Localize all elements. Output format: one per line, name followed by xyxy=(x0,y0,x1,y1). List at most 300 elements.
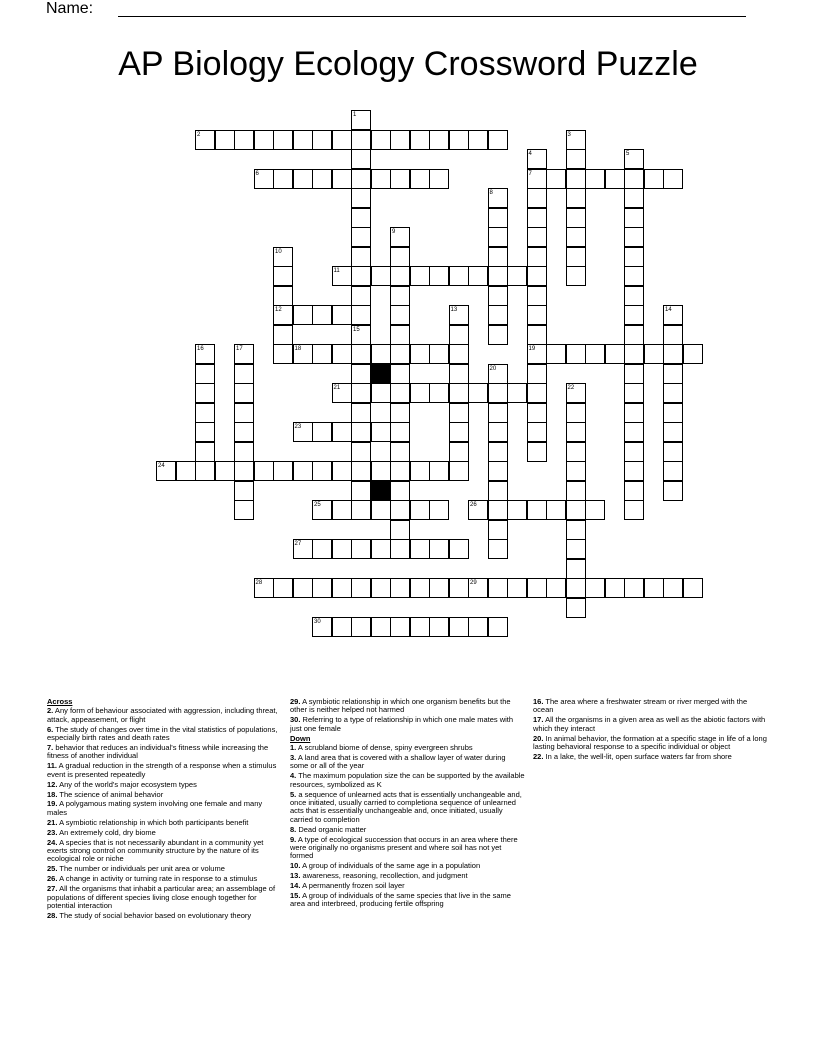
grid-cell[interactable] xyxy=(410,169,430,189)
grid-cell[interactable] xyxy=(488,422,508,442)
grid-cell[interactable] xyxy=(429,266,449,286)
grid-cell[interactable] xyxy=(488,383,508,403)
grid-cell[interactable] xyxy=(527,364,547,384)
grid-cell[interactable] xyxy=(390,305,410,325)
grid-cell[interactable] xyxy=(663,578,683,598)
clue-text: A symbiotic relationship in which both participants benefit xyxy=(57,817,249,827)
grid-cell[interactable] xyxy=(683,344,703,364)
grid-cell[interactable] xyxy=(273,344,293,364)
grid-cell[interactable] xyxy=(624,227,644,247)
grid-cell[interactable] xyxy=(234,500,254,520)
grid-cell[interactable] xyxy=(390,169,410,189)
grid-cell[interactable] xyxy=(312,617,332,637)
grid-cell[interactable] xyxy=(585,169,605,189)
clue-number-label: 13. xyxy=(290,871,301,881)
grid-cell[interactable] xyxy=(390,403,410,423)
grid-cell[interactable] xyxy=(410,500,430,520)
grid-cell[interactable] xyxy=(254,461,274,481)
grid-cell[interactable] xyxy=(624,208,644,228)
grid-cell[interactable] xyxy=(371,130,391,150)
grid-cell[interactable] xyxy=(527,227,547,247)
grid-cell[interactable] xyxy=(351,539,371,559)
grid-cell[interactable] xyxy=(195,442,215,462)
grid-cell[interactable] xyxy=(351,227,371,247)
grid-cell[interactable] xyxy=(624,422,644,442)
clue-item xyxy=(290,862,525,870)
grid-cell[interactable] xyxy=(527,344,547,364)
grid-cell[interactable] xyxy=(527,383,547,403)
grid-cell[interactable] xyxy=(507,500,527,520)
grid-cell[interactable] xyxy=(663,364,683,384)
grid-cell[interactable] xyxy=(332,344,352,364)
clue-item xyxy=(290,716,525,733)
grid-cell[interactable] xyxy=(488,188,508,208)
grid-cell[interactable] xyxy=(507,383,527,403)
grid-cell[interactable] xyxy=(273,461,293,481)
grid-cell[interactable] xyxy=(254,578,274,598)
clue-number: 2 xyxy=(197,131,201,138)
clue-text: All the organisms that inhabit a particular area; an assemblage of populations of different species living close enough together for potential interaction xyxy=(47,884,276,910)
grid-cell[interactable] xyxy=(624,578,644,598)
grid-cell[interactable] xyxy=(566,188,586,208)
grid-cell[interactable] xyxy=(449,422,469,442)
grid-cell[interactable] xyxy=(351,110,371,130)
grid-cell[interactable] xyxy=(566,247,586,267)
grid-cell[interactable] xyxy=(273,325,293,345)
clue-number-label: 27. xyxy=(47,884,58,894)
grid-cell[interactable] xyxy=(293,461,313,481)
grid-cell[interactable] xyxy=(488,364,508,384)
clue-number: 19 xyxy=(528,346,536,352)
grid-cell[interactable] xyxy=(312,500,332,520)
grid-cell[interactable] xyxy=(410,539,430,559)
grid-cell[interactable] xyxy=(332,383,352,403)
grid-cell[interactable] xyxy=(566,227,586,247)
grid-cell[interactable] xyxy=(273,305,293,325)
grid-cell[interactable] xyxy=(624,364,644,384)
grid-cell[interactable] xyxy=(293,578,313,598)
grid-cell[interactable] xyxy=(644,344,664,364)
grid-cell[interactable] xyxy=(293,130,313,150)
grid-cell[interactable] xyxy=(546,169,566,189)
grid-cell[interactable] xyxy=(663,169,683,189)
grid-cell[interactable] xyxy=(351,286,371,306)
grid-cell[interactable] xyxy=(293,305,313,325)
grid-cell[interactable] xyxy=(468,266,488,286)
clue-item xyxy=(47,781,282,789)
grid-cell[interactable] xyxy=(390,364,410,384)
grid-cell[interactable] xyxy=(351,247,371,267)
grid-cell[interactable] xyxy=(663,442,683,462)
grid-cell[interactable] xyxy=(585,344,605,364)
grid-cell[interactable] xyxy=(371,266,391,286)
grid-cell[interactable] xyxy=(234,481,254,501)
grid-cell[interactable] xyxy=(468,617,488,637)
grid-cell[interactable] xyxy=(273,169,293,189)
grid-cell[interactable] xyxy=(429,500,449,520)
grid-cell[interactable] xyxy=(488,305,508,325)
grid-cell[interactable] xyxy=(234,422,254,442)
clue-number: 9 xyxy=(392,229,396,235)
grid-cell[interactable] xyxy=(663,422,683,442)
grid-cell[interactable] xyxy=(332,169,352,189)
grid-cell[interactable] xyxy=(390,539,410,559)
grid-cell[interactable] xyxy=(624,442,644,462)
grid-cell[interactable] xyxy=(351,188,371,208)
grid-cell[interactable] xyxy=(351,208,371,228)
grid-cell[interactable] xyxy=(429,578,449,598)
grid-cell[interactable] xyxy=(215,130,235,150)
grid-cell[interactable] xyxy=(566,130,586,150)
grid-cell[interactable] xyxy=(527,286,547,306)
grid-cell[interactable] xyxy=(195,344,215,364)
grid-cell[interactable] xyxy=(293,422,313,442)
grid-cell[interactable] xyxy=(273,286,293,306)
grid-cell[interactable] xyxy=(566,520,586,540)
grid-cell[interactable] xyxy=(488,286,508,306)
grid-cell[interactable] xyxy=(605,169,625,189)
grid-cell[interactable] xyxy=(332,422,352,442)
grid-cell[interactable] xyxy=(566,422,586,442)
clue-item xyxy=(47,865,282,873)
grid-cell[interactable] xyxy=(429,617,449,637)
grid-cell[interactable] xyxy=(624,403,644,423)
grid-cell[interactable] xyxy=(351,364,371,384)
grid-cell[interactable] xyxy=(390,286,410,306)
clue-number: 8 xyxy=(489,190,493,196)
grid-cell[interactable] xyxy=(390,266,410,286)
clue-number-label: 25. xyxy=(47,864,58,874)
grid-cell[interactable] xyxy=(527,149,547,169)
grid-cell[interactable] xyxy=(488,500,508,520)
grid-cell[interactable] xyxy=(351,500,371,520)
grid-cell[interactable] xyxy=(371,169,391,189)
grid-cell[interactable] xyxy=(176,461,196,481)
grid-cell[interactable] xyxy=(410,344,430,364)
grid-cell[interactable] xyxy=(566,461,586,481)
grid-cell[interactable] xyxy=(273,266,293,286)
grid-cell[interactable] xyxy=(546,344,566,364)
grid-cell[interactable] xyxy=(390,227,410,247)
grid-cell[interactable] xyxy=(312,305,332,325)
grid-cell[interactable] xyxy=(546,578,566,598)
clue-item xyxy=(290,754,525,771)
grid-cell[interactable] xyxy=(351,130,371,150)
grid-cell[interactable] xyxy=(410,266,430,286)
grid-cell[interactable] xyxy=(449,442,469,462)
grid-cell[interactable] xyxy=(507,578,527,598)
grid-cell[interactable] xyxy=(488,442,508,462)
grid-cell[interactable] xyxy=(663,305,683,325)
grid-cell[interactable] xyxy=(449,266,469,286)
grid-cell[interactable] xyxy=(390,344,410,364)
grid-cell[interactable] xyxy=(566,266,586,286)
grid-cell[interactable] xyxy=(527,422,547,442)
clue-text: A land area that is covered with a shallow layer of water during some or all of the year xyxy=(290,752,506,771)
grid-cell[interactable] xyxy=(390,578,410,598)
grid-cell[interactable] xyxy=(527,403,547,423)
grid-cell[interactable] xyxy=(527,442,547,462)
grid-cell[interactable] xyxy=(273,578,293,598)
grid-cell[interactable] xyxy=(624,325,644,345)
grid-cell[interactable] xyxy=(468,383,488,403)
grid-cell[interactable] xyxy=(449,403,469,423)
grid-cell[interactable] xyxy=(566,208,586,228)
grid-cell[interactable] xyxy=(566,344,586,364)
grid-cell[interactable] xyxy=(566,500,586,520)
grid-cell[interactable] xyxy=(351,305,371,325)
grid-cell[interactable] xyxy=(527,247,547,267)
grid-cell[interactable] xyxy=(273,247,293,267)
grid-cell[interactable] xyxy=(390,520,410,540)
grid-cell[interactable] xyxy=(527,305,547,325)
grid-cell[interactable] xyxy=(449,578,469,598)
grid-cell[interactable] xyxy=(663,481,683,501)
grid-cell[interactable] xyxy=(332,130,352,150)
grid-cell[interactable] xyxy=(624,500,644,520)
grid-cell[interactable] xyxy=(663,344,683,364)
grid-cell[interactable] xyxy=(351,169,371,189)
grid-cell[interactable] xyxy=(312,578,332,598)
grid-cell[interactable] xyxy=(429,539,449,559)
grid-cell[interactable] xyxy=(312,169,332,189)
grid-cell[interactable] xyxy=(527,188,547,208)
grid-cell[interactable] xyxy=(351,617,371,637)
grid-cell[interactable] xyxy=(624,481,644,501)
grid-cell[interactable] xyxy=(624,149,644,169)
grid-cell[interactable] xyxy=(371,578,391,598)
grid-cell[interactable] xyxy=(566,383,586,403)
grid-cell[interactable] xyxy=(390,617,410,637)
grid-cell[interactable] xyxy=(390,247,410,267)
grid-cell[interactable] xyxy=(410,578,430,598)
grid-cell[interactable] xyxy=(254,169,274,189)
grid-cell[interactable] xyxy=(546,500,566,520)
grid-cell[interactable] xyxy=(195,130,215,150)
grid-cell[interactable] xyxy=(624,266,644,286)
grid-cell[interactable] xyxy=(351,481,371,501)
grid-cell[interactable] xyxy=(332,578,352,598)
grid-cell[interactable] xyxy=(371,539,391,559)
grid-cell[interactable] xyxy=(683,578,703,598)
grid-cell[interactable] xyxy=(624,344,644,364)
grid-cell[interactable] xyxy=(371,617,391,637)
grid-cell[interactable] xyxy=(566,481,586,501)
grid-cell[interactable] xyxy=(429,130,449,150)
grid-cell[interactable] xyxy=(644,578,664,598)
grid-cell[interactable] xyxy=(390,383,410,403)
grid-cell[interactable] xyxy=(351,461,371,481)
grid-cell[interactable] xyxy=(585,500,605,520)
grid-cell[interactable] xyxy=(234,383,254,403)
grid-cell[interactable] xyxy=(429,383,449,403)
clues-column-2 xyxy=(290,698,525,910)
grid-cell[interactable] xyxy=(429,461,449,481)
grid-cell[interactable] xyxy=(293,539,313,559)
grid-cell[interactable] xyxy=(332,305,352,325)
grid-cell[interactable] xyxy=(527,266,547,286)
grid-cell[interactable] xyxy=(390,461,410,481)
grid-cell[interactable] xyxy=(663,383,683,403)
grid-cell[interactable] xyxy=(605,578,625,598)
clue-number: 5 xyxy=(626,151,630,157)
grid-cell[interactable] xyxy=(312,130,332,150)
grid-cell[interactable] xyxy=(624,247,644,267)
grid-cell[interactable] xyxy=(234,344,254,364)
grid-cell[interactable] xyxy=(488,461,508,481)
grid-cell[interactable] xyxy=(488,617,508,637)
grid-cell[interactable] xyxy=(624,286,644,306)
grid-cell[interactable] xyxy=(488,481,508,501)
grid-cell[interactable] xyxy=(488,130,508,150)
grid-cell[interactable] xyxy=(390,500,410,520)
grid-cell[interactable] xyxy=(410,130,430,150)
clue-number-label: 4. xyxy=(290,771,297,781)
grid-cell[interactable] xyxy=(585,578,605,598)
grid-cell[interactable] xyxy=(468,578,488,598)
clue-number-label: 17. xyxy=(533,715,544,725)
grid-cell[interactable] xyxy=(351,344,371,364)
grid-cell[interactable] xyxy=(410,461,430,481)
grid-cell[interactable] xyxy=(312,422,332,442)
grid-cell[interactable] xyxy=(293,344,313,364)
grid-cell[interactable] xyxy=(449,539,469,559)
grid-cell[interactable] xyxy=(566,598,586,618)
grid-cell[interactable] xyxy=(566,403,586,423)
grid-cell[interactable] xyxy=(488,520,508,540)
grid-cell[interactable] xyxy=(410,383,430,403)
grid-cell[interactable] xyxy=(624,188,644,208)
grid-cell[interactable] xyxy=(527,500,547,520)
grid-cell[interactable] xyxy=(351,149,371,169)
grid-cell[interactable] xyxy=(527,169,547,189)
grid-cell[interactable] xyxy=(624,169,644,189)
grid-cell[interactable] xyxy=(332,617,352,637)
clue-number-label: 24. xyxy=(47,837,58,847)
grid-cell[interactable] xyxy=(234,442,254,462)
grid-cell[interactable] xyxy=(215,461,235,481)
grid-cell[interactable] xyxy=(195,422,215,442)
grid-cell[interactable] xyxy=(488,539,508,559)
grid-cell[interactable] xyxy=(273,130,293,150)
grid-cell[interactable] xyxy=(293,169,313,189)
grid-cell[interactable] xyxy=(527,208,547,228)
grid-cell[interactable] xyxy=(449,617,469,637)
grid-cell[interactable] xyxy=(410,617,430,637)
grid-cell[interactable] xyxy=(332,461,352,481)
grid-cell[interactable] xyxy=(449,364,469,384)
grid-cell[interactable] xyxy=(449,383,469,403)
grid-cell[interactable] xyxy=(468,500,488,520)
grid-cell[interactable] xyxy=(351,383,371,403)
grid-cell[interactable] xyxy=(390,422,410,442)
grid-cell[interactable] xyxy=(195,461,215,481)
grid-cell[interactable] xyxy=(488,403,508,423)
grid-cell[interactable] xyxy=(371,500,391,520)
grid-cell[interactable] xyxy=(429,344,449,364)
grid-cell[interactable] xyxy=(507,266,527,286)
grid-cell[interactable] xyxy=(566,539,586,559)
grid-cell[interactable] xyxy=(566,169,586,189)
grid-cell[interactable] xyxy=(663,403,683,423)
clue-number-label: 10. xyxy=(290,861,301,871)
grid-cell[interactable] xyxy=(195,403,215,423)
grid-cell[interactable] xyxy=(449,305,469,325)
grid-cell[interactable] xyxy=(566,149,586,169)
grid-cell[interactable] xyxy=(488,325,508,345)
grid-cell[interactable] xyxy=(605,344,625,364)
clue-number: 16 xyxy=(197,346,204,352)
grid-cell[interactable] xyxy=(663,325,683,345)
grid-cell[interactable] xyxy=(624,305,644,325)
grid-cell[interactable] xyxy=(663,461,683,481)
grid-cell[interactable] xyxy=(468,130,488,150)
grid-cell[interactable] xyxy=(156,461,176,481)
grid-cell[interactable] xyxy=(234,364,254,384)
clue-text: In a lake, the well-lit, open surface waters far from shore xyxy=(543,751,732,761)
grid-cell[interactable] xyxy=(566,559,586,579)
grid-cell[interactable] xyxy=(351,422,371,442)
grid-cell[interactable] xyxy=(332,539,352,559)
grid-cell[interactable] xyxy=(312,344,332,364)
grid-cell[interactable] xyxy=(566,578,586,598)
grid-cell[interactable] xyxy=(312,539,332,559)
clue-number: 29 xyxy=(470,580,477,586)
grid-cell[interactable] xyxy=(351,578,371,598)
grid-cell[interactable] xyxy=(351,325,371,345)
grid-cell[interactable] xyxy=(332,266,352,286)
grid-cell[interactable] xyxy=(390,481,410,501)
grid-cell[interactable] xyxy=(312,461,332,481)
grid-cell[interactable] xyxy=(390,325,410,345)
grid-cell[interactable] xyxy=(371,344,391,364)
grid-cell[interactable] xyxy=(234,403,254,423)
grid-cell[interactable] xyxy=(371,383,391,403)
grid-cell[interactable] xyxy=(488,266,508,286)
grid-cell[interactable] xyxy=(390,442,410,462)
grid-cell[interactable] xyxy=(449,461,469,481)
grid-cell[interactable] xyxy=(449,130,469,150)
grid-cell[interactable] xyxy=(624,383,644,403)
grid-cell[interactable] xyxy=(390,130,410,150)
grid-cell[interactable] xyxy=(624,461,644,481)
grid-cell[interactable] xyxy=(429,169,449,189)
grid-cell[interactable] xyxy=(488,208,508,228)
grid-cell[interactable] xyxy=(488,227,508,247)
grid-cell[interactable] xyxy=(332,500,352,520)
grid-cell[interactable] xyxy=(371,461,391,481)
grid-cell[interactable] xyxy=(644,169,664,189)
grid-cell[interactable] xyxy=(488,247,508,267)
grid-cell[interactable] xyxy=(527,325,547,345)
grid-cell[interactable] xyxy=(527,578,547,598)
grid-cell[interactable] xyxy=(195,383,215,403)
grid-cell[interactable] xyxy=(371,422,391,442)
grid-cell[interactable] xyxy=(351,403,371,423)
grid-cell[interactable] xyxy=(488,578,508,598)
grid-cell[interactable] xyxy=(234,461,254,481)
grid-cell[interactable] xyxy=(449,344,469,364)
grid-cell[interactable] xyxy=(351,266,371,286)
grid-cell[interactable] xyxy=(449,325,469,345)
grid-cell[interactable] xyxy=(566,442,586,462)
grid-cell[interactable] xyxy=(351,442,371,462)
clue-number: 18 xyxy=(294,346,302,352)
grid-cell[interactable] xyxy=(234,130,254,150)
grid-cell[interactable] xyxy=(195,364,215,384)
black-cell xyxy=(371,364,391,384)
grid-cell[interactable] xyxy=(254,130,274,150)
